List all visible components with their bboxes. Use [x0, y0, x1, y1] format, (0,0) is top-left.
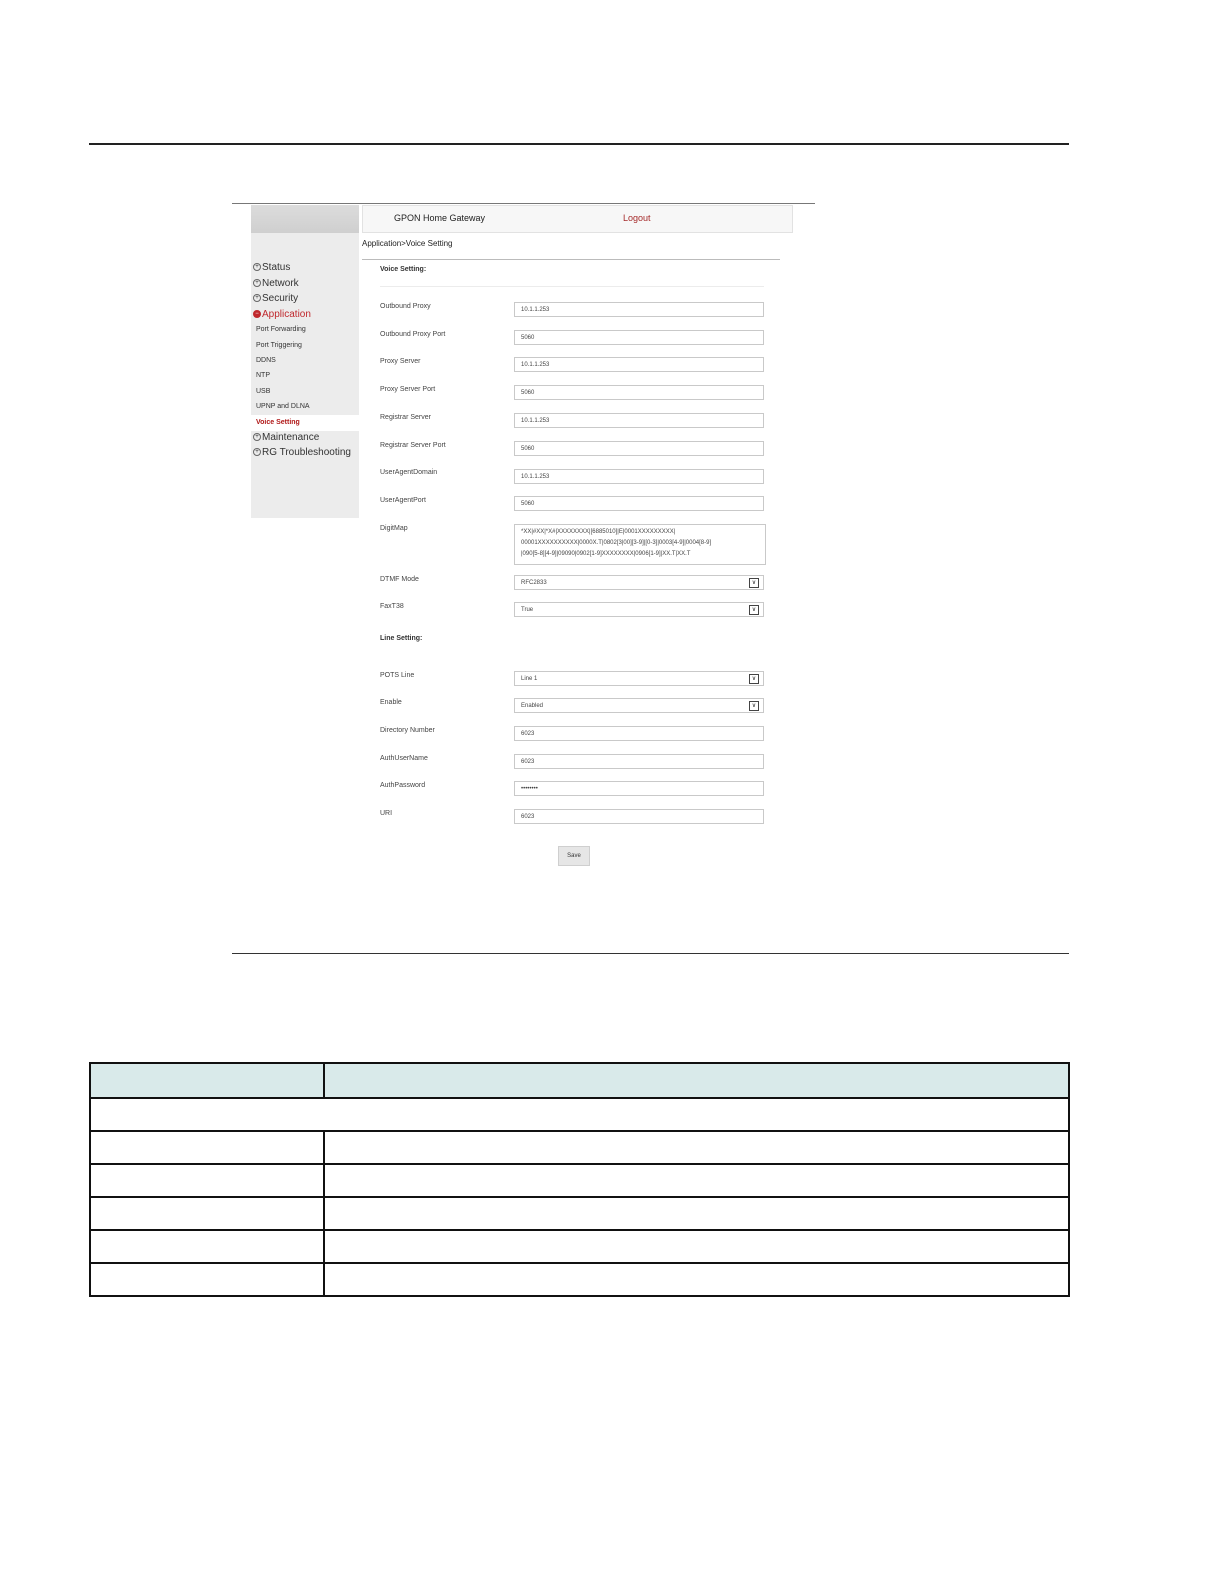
- table-header-cell: [324, 1063, 1069, 1098]
- table-cell: [90, 1263, 324, 1296]
- sidebar-subitem-port-forwarding[interactable]: Port Forwarding: [256, 326, 306, 333]
- outbound-proxy-label: Outbound Proxy: [380, 303, 431, 310]
- sidebar-header: [251, 205, 359, 233]
- expand-icon: +: [253, 448, 261, 456]
- table-cell: [90, 1230, 324, 1263]
- logout-link[interactable]: Logout: [623, 213, 651, 223]
- digitmap-label: DigitMap: [380, 525, 408, 532]
- user-agent-domain-label: UserAgentDomain: [380, 469, 438, 476]
- proxy-server-port-input[interactable]: 5060: [514, 385, 764, 400]
- digitmap-line: 00001XXXXXXXXXX|0000X.T|0802[3|00][3-9]|[0-3]|0003[4-9]|0004[8-9]: [521, 540, 712, 546]
- sidebar-item-maintenance[interactable]: + Maintenance: [253, 432, 319, 443]
- digitmap-line: |090[5-8][4-9]|09090|0902[1-9]XXXXXXXX|0906[1-9]|XX.T|XX.T: [521, 551, 691, 557]
- expand-icon: +: [253, 279, 261, 287]
- sidebar-subitem-usb[interactable]: USB: [256, 388, 271, 395]
- dtmf-mode-label: DTMF Mode: [380, 576, 419, 583]
- sidebar-subitem-voice-setting[interactable]: Voice Setting: [256, 419, 300, 426]
- sidebar-item-rg-troubleshooting[interactable]: + RG Troubleshooting: [253, 447, 351, 458]
- table-cell: [90, 1131, 324, 1164]
- table-row: [90, 1230, 1069, 1263]
- table-cell: [324, 1230, 1069, 1263]
- outbound-proxy-port-input[interactable]: 5060: [514, 330, 764, 345]
- registrar-server-port-input[interactable]: 5060: [514, 441, 764, 456]
- enable-value: Enabled: [521, 703, 544, 709]
- gateway-screenshot: [232, 203, 815, 868]
- digitmap-line: *XX|#XX|*X#|XXXXXXXX|[6885010]|E|0001XXXXXXXXX|: [521, 529, 676, 535]
- table-cell: [324, 1197, 1069, 1230]
- sidebar-subitem-port-triggering[interactable]: Port Triggering: [256, 342, 302, 349]
- table-section-cell: [90, 1098, 1069, 1131]
- expand-icon: +: [253, 433, 261, 441]
- chevron-down-icon: ∨: [749, 701, 759, 711]
- gateway-title: GPON Home Gateway: [394, 213, 486, 223]
- sidebar-item-status[interactable]: + Status: [253, 262, 290, 273]
- auth-username-input[interactable]: 6023: [514, 754, 764, 769]
- line-setting-heading: Line Setting:: [380, 635, 423, 642]
- uri-label: URI: [380, 810, 393, 817]
- enable-label: Enable: [380, 699, 402, 706]
- proxy-server-port-label: Proxy Server Port: [380, 386, 436, 393]
- faxt38-value: True: [521, 607, 534, 613]
- figure-rule: [232, 953, 1069, 954]
- chevron-down-icon: ∨: [749, 674, 759, 684]
- digitmap-textarea[interactable]: [514, 524, 766, 565]
- dtmf-mode-value: RFC2833: [521, 580, 547, 586]
- pots-line-select[interactable]: [514, 671, 764, 686]
- sidebar-item-application[interactable]: − Application: [253, 309, 311, 320]
- breadcrumb: Application>Voice Setting: [362, 239, 453, 248]
- gateway-header: [362, 205, 793, 233]
- auth-username-label: AuthUserName: [380, 755, 428, 762]
- table-header-cell: [90, 1063, 324, 1098]
- outbound-proxy-input[interactable]: 10.1.1.253: [514, 302, 764, 317]
- auth-password-input[interactable]: ••••••••: [514, 781, 764, 796]
- table-section-row: [90, 1098, 1069, 1131]
- table-row: [90, 1263, 1069, 1296]
- sidebar: [251, 205, 359, 518]
- table-cell: [90, 1197, 324, 1230]
- section-divider: [380, 286, 764, 287]
- outbound-proxy-port-label: Outbound Proxy Port: [380, 331, 446, 338]
- top-rule: [89, 143, 1069, 145]
- collapse-icon: −: [253, 310, 261, 318]
- parameter-table: [89, 1062, 1070, 1297]
- user-agent-port-label: UserAgentPort: [380, 497, 426, 504]
- breadcrumb-divider: [362, 259, 780, 260]
- dtmf-mode-select[interactable]: [514, 575, 764, 590]
- faxt38-label: FaxT38: [380, 603, 404, 610]
- sidebar-subitem-ntp[interactable]: NTP: [256, 372, 270, 379]
- directory-number-input[interactable]: 6023: [514, 726, 764, 741]
- registrar-server-port-label: Registrar Server Port: [380, 442, 446, 449]
- table-cell: [324, 1131, 1069, 1164]
- chevron-down-icon: ∨: [749, 605, 759, 615]
- table-header-row: [90, 1063, 1069, 1098]
- expand-icon: +: [253, 294, 261, 302]
- table-row: [90, 1164, 1069, 1197]
- sidebar-item-security[interactable]: + Security: [253, 293, 298, 304]
- expand-icon: +: [253, 263, 261, 271]
- chevron-down-icon: ∨: [749, 578, 759, 588]
- user-agent-port-input[interactable]: 5060: [514, 496, 764, 511]
- voice-setting-heading: Voice Setting:: [380, 266, 427, 273]
- table-cell: [324, 1263, 1069, 1296]
- registrar-server-input[interactable]: 10.1.1.253: [514, 413, 764, 428]
- faxt38-select[interactable]: [514, 602, 764, 617]
- uri-input[interactable]: 6023: [514, 809, 764, 824]
- proxy-server-label: Proxy Server: [380, 358, 421, 365]
- table-cell: [324, 1164, 1069, 1197]
- save-button[interactable]: Save: [558, 846, 590, 866]
- auth-password-label: AuthPassword: [380, 782, 426, 789]
- table-cell: [90, 1164, 324, 1197]
- registrar-server-label: Registrar Server: [380, 414, 431, 421]
- sidebar-subitem-upnp-dlna[interactable]: UPNP and DLNA: [256, 403, 310, 410]
- screenshot-border: [232, 203, 815, 204]
- table-row: [90, 1131, 1069, 1164]
- sidebar-item-network[interactable]: + Network: [253, 278, 299, 289]
- table-row: [90, 1197, 1069, 1230]
- pots-line-label: POTS Line: [380, 672, 415, 679]
- user-agent-domain-input[interactable]: 10.1.1.253: [514, 469, 764, 484]
- proxy-server-input[interactable]: 10.1.1.253: [514, 357, 764, 372]
- directory-number-label: Directory Number: [380, 727, 435, 734]
- pots-line-value: Line 1: [521, 676, 538, 682]
- sidebar-subitem-ddns[interactable]: DDNS: [256, 357, 276, 364]
- enable-select[interactable]: [514, 698, 764, 713]
